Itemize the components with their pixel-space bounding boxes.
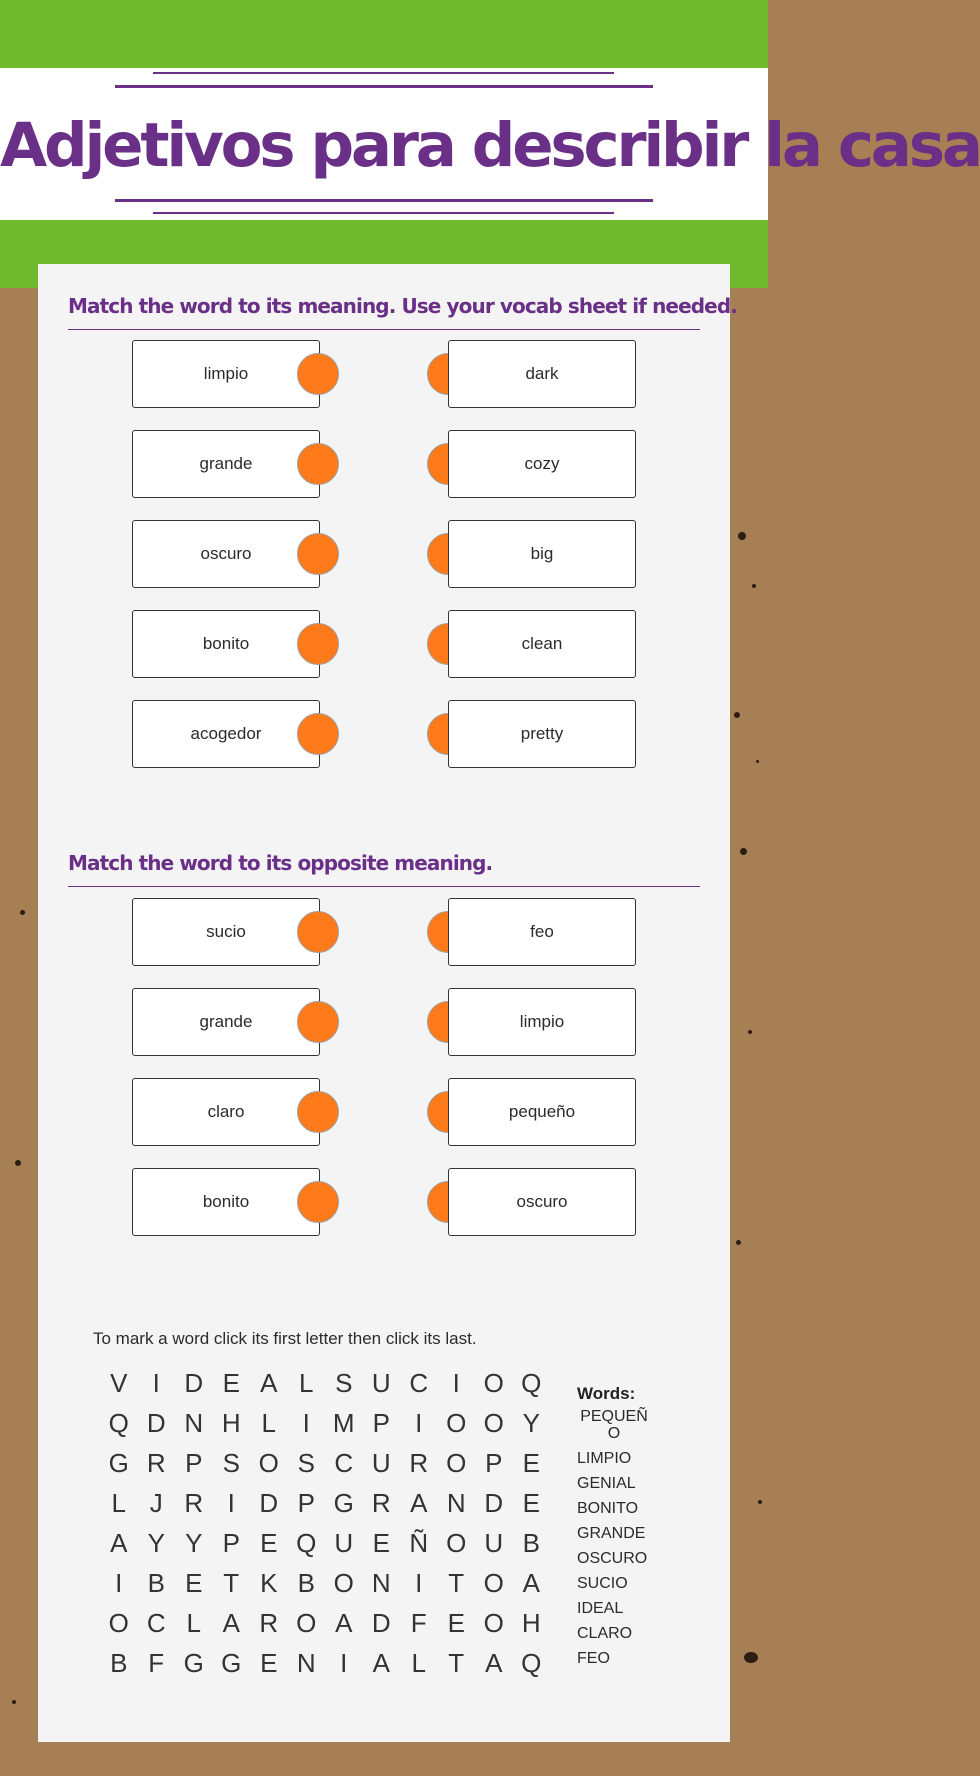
match-left-connector[interactable] — [297, 353, 339, 395]
grid-letter[interactable]: O — [446, 1407, 467, 1438]
grid-letter[interactable]: S — [222, 1447, 240, 1478]
grid-letter[interactable]: A — [335, 1607, 353, 1638]
grid-letter[interactable]: B — [522, 1527, 540, 1558]
grid-letter[interactable]: I — [227, 1487, 235, 1518]
grid-letter[interactable]: U — [371, 1447, 391, 1478]
match-left-item[interactable]: claro — [132, 1078, 320, 1146]
grid-letter[interactable]: O — [446, 1447, 467, 1478]
grid-letter[interactable]: D — [259, 1487, 279, 1518]
grid-letter[interactable]: N — [296, 1647, 316, 1678]
grid-letter[interactable]: C — [409, 1367, 429, 1398]
word-list-item: IDEAL — [577, 1600, 624, 1617]
grid-letter[interactable]: H — [221, 1407, 241, 1438]
match-left-item[interactable]: sucio — [132, 898, 320, 966]
grid-letter[interactable]: A — [222, 1607, 240, 1638]
grid-letter[interactable]: O — [296, 1607, 317, 1638]
grid-letter[interactable]: Y — [522, 1407, 540, 1438]
grid-letter[interactable]: E — [447, 1607, 465, 1638]
grid-letter[interactable]: Ñ — [409, 1527, 429, 1558]
grid-letter[interactable]: J — [149, 1487, 163, 1518]
grid-letter[interactable]: L — [299, 1367, 314, 1398]
header-green-band-top — [0, 0, 768, 68]
title-rule — [115, 85, 653, 88]
match-left-item[interactable]: bonito — [132, 1168, 320, 1236]
grid-letter[interactable]: R — [409, 1447, 429, 1478]
match-right-item[interactable]: pretty — [448, 700, 636, 768]
match-right-item[interactable]: clean — [448, 610, 636, 678]
match-left-connector[interactable] — [297, 443, 339, 485]
match-right-item[interactable]: dark — [448, 340, 636, 408]
match-left-connector[interactable] — [297, 1091, 339, 1133]
word-list-title: Words: — [577, 1384, 636, 1403]
grid-letter[interactable]: T — [223, 1567, 240, 1598]
grid-letter[interactable]: B — [147, 1567, 165, 1598]
grid-letter[interactable]: Y — [147, 1527, 165, 1558]
wordsearch-instructions: To mark a word click its first letter then click its last. — [93, 1329, 477, 1348]
grid-letter[interactable]: D — [484, 1487, 504, 1518]
grid-letter[interactable]: Q — [296, 1527, 317, 1558]
grid-letter[interactable]: O — [483, 1367, 504, 1398]
grid-letter[interactable]: P — [485, 1447, 503, 1478]
grid-letter[interactable]: I — [452, 1367, 460, 1398]
grid-letter[interactable]: O — [446, 1527, 467, 1558]
grid-letter[interactable]: R — [259, 1607, 279, 1638]
grid-row — [100, 1403, 550, 1443]
grid-letter[interactable]: I — [302, 1407, 310, 1438]
word-list-item: FEO — [577, 1650, 610, 1667]
grid-letter[interactable]: M — [332, 1407, 355, 1438]
word-list-item: BONITO — [577, 1500, 639, 1517]
grid-letter[interactable]: B — [110, 1647, 128, 1678]
grid-row — [100, 1523, 550, 1563]
page-title: Adjetivos para describir la casa — [0, 110, 980, 181]
grid-letter[interactable]: I — [115, 1567, 123, 1598]
grid-letter[interactable]: P — [297, 1487, 315, 1518]
grid-letter[interactable]: O — [483, 1607, 504, 1638]
grid-letter[interactable]: G — [333, 1487, 354, 1518]
grid-letter[interactable]: I — [152, 1367, 160, 1398]
grid-letter[interactable]: T — [448, 1647, 465, 1678]
match-left-connector[interactable] — [297, 533, 339, 575]
match-right-item[interactable]: limpio — [448, 988, 636, 1056]
match-left-item[interactable]: grande — [132, 430, 320, 498]
word-list-item: GRANDE — [577, 1525, 646, 1542]
grid-letter[interactable]: R — [146, 1447, 166, 1478]
section1-heading: Match the word to its meaning. Use your vocab sheet if needed. — [68, 294, 737, 318]
word-list-item: GENIAL — [577, 1475, 636, 1492]
grid-letter[interactable]: N — [446, 1487, 466, 1518]
word-list-item: CLARO — [577, 1625, 633, 1642]
match-left-connector[interactable] — [297, 911, 339, 953]
grid-letter[interactable]: D — [146, 1407, 166, 1438]
grid-letter[interactable]: Y — [185, 1527, 203, 1558]
grid-letter[interactable]: D — [184, 1367, 204, 1398]
match-right-item[interactable]: feo — [448, 898, 636, 966]
grid-letter[interactable]: D — [371, 1607, 391, 1638]
match-right-item[interactable]: pequeño — [448, 1078, 636, 1146]
match-left-item[interactable]: oscuro — [132, 520, 320, 588]
grid-letter[interactable]: E — [260, 1647, 278, 1678]
grid-letter[interactable]: O — [483, 1407, 504, 1438]
grid-letter[interactable]: E — [522, 1447, 540, 1478]
grid-row — [100, 1483, 550, 1523]
match-left-connector[interactable] — [297, 1001, 339, 1043]
section2-heading: Match the word to its opposite meaning. — [68, 851, 493, 875]
match-left-item[interactable]: bonito — [132, 610, 320, 678]
grid-letter[interactable]: C — [146, 1607, 166, 1638]
match-right-item[interactable]: big — [448, 520, 636, 588]
grid-row — [100, 1643, 550, 1683]
match-left-connector[interactable] — [297, 1181, 339, 1223]
grid-letter[interactable]: R — [371, 1487, 391, 1518]
grid-letter[interactable]: O — [333, 1567, 354, 1598]
grid-letter[interactable]: O — [258, 1447, 279, 1478]
grid-letter[interactable]: I — [340, 1647, 348, 1678]
grid-letter[interactable]: U — [484, 1527, 504, 1558]
match-right-item[interactable]: oscuro — [448, 1168, 636, 1236]
grid-letter[interactable]: E — [522, 1487, 540, 1518]
worksheet-panel — [38, 264, 737, 1742]
match-left-item[interactable]: grande — [132, 988, 320, 1056]
match-left-item[interactable]: limpio — [132, 340, 320, 408]
grid-letter[interactable]: P — [185, 1447, 203, 1478]
grid-letter[interactable]: S — [335, 1367, 353, 1398]
grid-letter[interactable]: Q — [521, 1367, 542, 1398]
grid-letter[interactable]: F — [148, 1647, 165, 1678]
match-left-item[interactable]: acogedor — [132, 700, 320, 768]
title-rule — [153, 72, 614, 74]
grid-row — [100, 1563, 550, 1603]
word-list-item: OSCURO — [577, 1550, 648, 1567]
grid-letter[interactable]: U — [334, 1527, 354, 1558]
grid-letter[interactable]: O — [483, 1567, 504, 1598]
grid-letter[interactable]: A — [110, 1527, 128, 1558]
grid-letter[interactable]: N — [184, 1407, 204, 1438]
grid-letter[interactable]: P — [372, 1407, 390, 1438]
grid-row — [100, 1603, 550, 1643]
grid-letter[interactable]: T — [448, 1567, 465, 1598]
word-list-item: LIMPIO — [577, 1450, 632, 1467]
grid-letter[interactable]: E — [260, 1527, 278, 1558]
grid-letter[interactable]: G — [108, 1447, 129, 1478]
grid-letter[interactable]: R — [184, 1487, 204, 1518]
match-left-connector[interactable] — [297, 713, 339, 755]
word-list — [577, 1384, 667, 1671]
grid-letter[interactable]: L — [111, 1487, 126, 1518]
grid-letter[interactable]: I — [415, 1567, 423, 1598]
grid-letter[interactable]: L — [261, 1407, 276, 1438]
grid-letter[interactable]: E — [185, 1567, 203, 1598]
grid-row — [100, 1443, 550, 1483]
grid-letter[interactable]: U — [371, 1367, 391, 1398]
title-rule — [153, 212, 614, 214]
grid-letter[interactable]: N — [371, 1567, 391, 1598]
section1-heading-rule — [68, 329, 700, 330]
grid-letter[interactable]: A — [410, 1487, 428, 1518]
grid-letter[interactable]: E — [222, 1367, 240, 1398]
match-right-item[interactable]: cozy — [448, 430, 636, 498]
section2-heading-rule — [68, 886, 700, 887]
grid-letter[interactable]: G — [183, 1647, 204, 1678]
grid-letter[interactable]: L — [411, 1647, 426, 1678]
wordsearch-grid — [100, 1363, 550, 1683]
grid-letter[interactable]: A — [522, 1567, 540, 1598]
grid-letter[interactable]: G — [221, 1647, 242, 1678]
grid-letter[interactable]: C — [334, 1447, 354, 1478]
grid-letter[interactable]: S — [297, 1447, 315, 1478]
grid-letter[interactable]: E — [372, 1527, 390, 1558]
grid-letter[interactable]: I — [415, 1407, 423, 1438]
grid-letter[interactable]: O — [108, 1607, 129, 1638]
grid-letter[interactable]: A — [372, 1647, 390, 1678]
match-left-connector[interactable] — [297, 623, 339, 665]
grid-letter[interactable]: H — [521, 1607, 541, 1638]
word-list-item: PEQUEÑO — [580, 1408, 648, 1442]
grid-letter[interactable]: Q — [521, 1647, 542, 1678]
word-list-item: SUCIO — [577, 1575, 628, 1592]
grid-letter[interactable]: A — [260, 1367, 278, 1398]
grid-letter[interactable]: K — [260, 1567, 278, 1598]
grid-letter[interactable]: V — [110, 1367, 128, 1398]
grid-row — [100, 1363, 550, 1403]
grid-letter[interactable]: A — [485, 1647, 503, 1678]
title-rule — [115, 199, 653, 202]
grid-letter[interactable]: F — [410, 1607, 427, 1638]
grid-letter[interactable]: P — [222, 1527, 240, 1558]
grid-letter[interactable]: L — [186, 1607, 201, 1638]
grid-letter[interactable]: Q — [108, 1407, 129, 1438]
grid-letter[interactable]: B — [297, 1567, 315, 1598]
